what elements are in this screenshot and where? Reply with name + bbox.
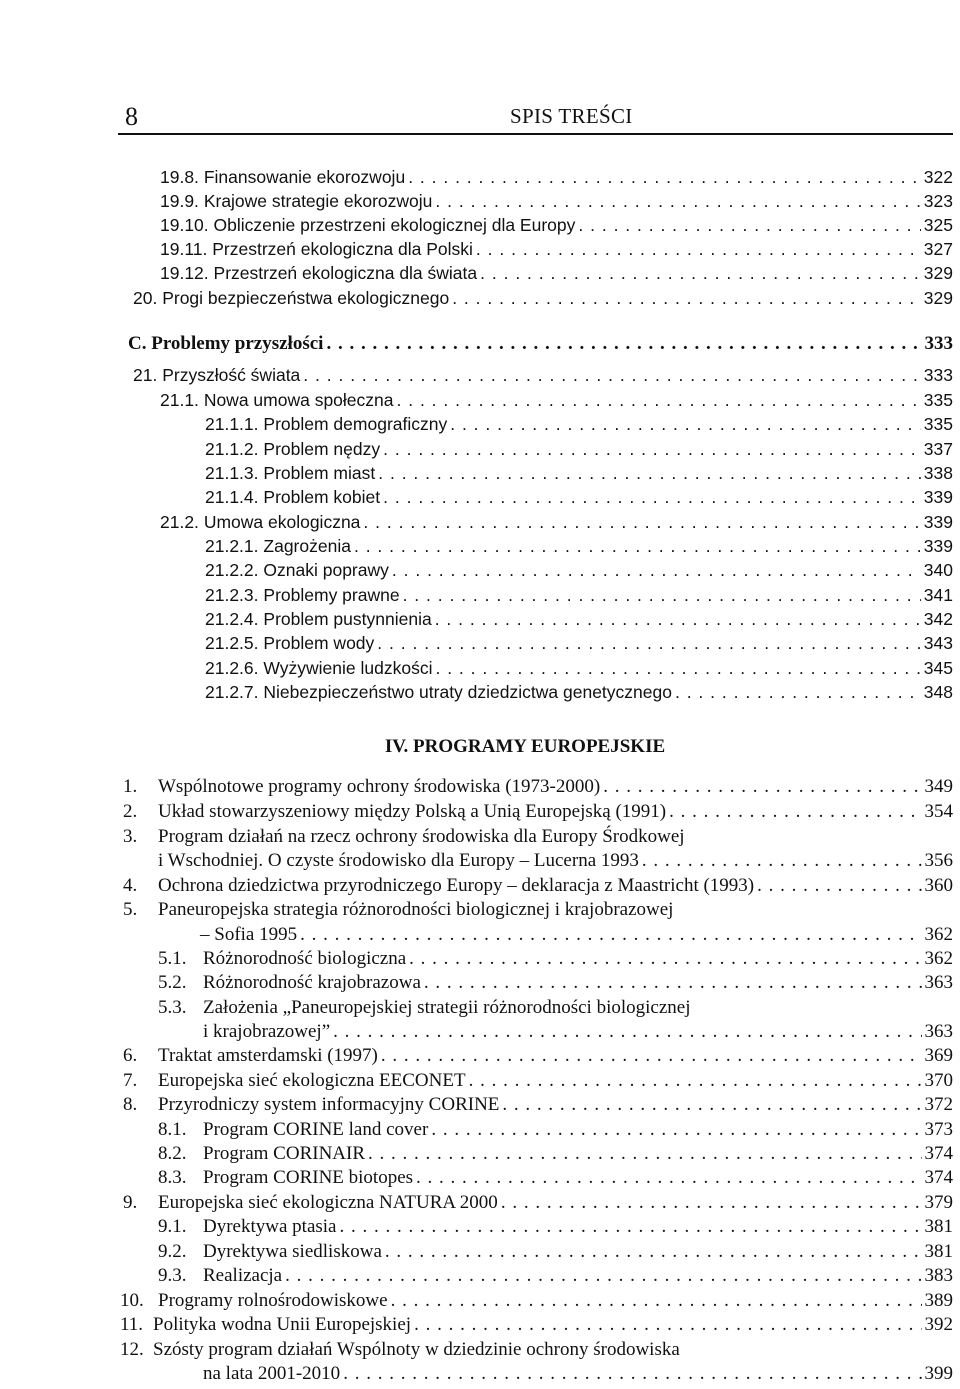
toc-entry-number: 1. <box>123 776 138 797</box>
dot-leader <box>392 560 921 581</box>
toc-entry-title: Program CORINAIR <box>203 1143 366 1164</box>
toc-entry <box>205 609 953 635</box>
toc-entry-title: Progi bezpieczeństwa ekologicznego <box>162 288 450 308</box>
toc-entry-page: 349 <box>924 776 953 797</box>
toc-entry-label <box>205 585 400 606</box>
toc-entry-title: Problem kobiet <box>263 487 381 507</box>
toc-entry-number: 19.8. <box>160 167 199 187</box>
toc-entry-number: 21.2.2. <box>205 560 259 580</box>
toc-entry-page: 362 <box>924 948 953 969</box>
toc-entry-label <box>160 215 575 236</box>
dot-leader <box>416 1167 921 1189</box>
toc-entry-page: 341 <box>923 585 953 605</box>
toc-entry-number: 21.2. <box>160 512 199 532</box>
toc-entry <box>158 776 953 802</box>
dot-leader <box>408 167 921 188</box>
toc-entry-title: Program CORINE biotopes <box>203 1167 414 1188</box>
dot-leader <box>368 1143 921 1165</box>
toc-entry-title: Obliczenie przestrzeni ekologicznej dla Europy <box>213 215 576 235</box>
toc-entry-page: 374 <box>924 1167 953 1188</box>
dot-leader <box>326 333 921 355</box>
toc-entry-title: Europejska sieć ekologiczna NATURA 2000 <box>158 1192 498 1213</box>
toc-entry-page: 343 <box>923 633 953 653</box>
toc-entry-page: 379 <box>924 1192 953 1213</box>
dot-leader <box>578 215 920 236</box>
dot-leader <box>354 536 921 557</box>
dot-leader <box>452 288 921 309</box>
toc-entry-number: 8.2. <box>158 1143 187 1164</box>
toc-entry-label <box>205 609 432 630</box>
toc-entry-title: Polityka wodna Unii Europejskiej <box>153 1314 412 1335</box>
toc-entry-label <box>160 512 360 533</box>
toc-entry <box>158 1290 953 1316</box>
dot-leader <box>385 1241 922 1263</box>
toc-entry-page: 356 <box>924 850 953 871</box>
toc-entry-number: 7. <box>123 1070 138 1091</box>
toc-entry-title: Paneuropejska strategia różnorodności biologicznej i krajobrazowej <box>158 899 674 920</box>
toc-entry-title: Przestrzeń ekologiczna dla Polski <box>212 239 473 259</box>
toc-entry-page: 381 <box>924 1241 953 1262</box>
toc-entry-number: 2. <box>123 801 138 822</box>
toc-entry-number: 10. <box>120 1290 144 1311</box>
toc-entry-title: Realizacja <box>203 1265 283 1286</box>
dot-leader <box>431 1119 921 1141</box>
section-heading: IV. PROGRAMY EUROPEJSKIE <box>384 736 666 757</box>
toc-entry-number: 9.3. <box>158 1265 187 1286</box>
toc-entry <box>158 801 953 827</box>
toc-entry <box>203 1119 953 1145</box>
toc-entry <box>158 899 953 925</box>
toc-entry <box>203 1241 953 1267</box>
toc-entry-page: 360 <box>924 875 953 896</box>
toc-entry-title: i Wschodniej. O czyste środowisko dla Europy – Lucerna 1993 <box>158 850 639 871</box>
dot-leader <box>363 512 920 533</box>
toc-entry-title: Programy rolnośrodowiskowe <box>158 1290 388 1311</box>
toc-entry-label <box>205 682 672 703</box>
toc-entry-number: 9.2. <box>158 1241 187 1262</box>
toc-entry <box>203 1363 953 1389</box>
dot-leader <box>377 633 921 654</box>
toc-entry <box>160 263 953 289</box>
toc-entry-page: 373 <box>924 1119 953 1140</box>
toc-entry-number: 21.1.1. <box>205 414 259 434</box>
dot-leader <box>450 414 921 435</box>
dot-leader <box>480 263 921 284</box>
toc-entry-title: Europejska sieć ekologiczna EECONET <box>158 1070 466 1091</box>
toc-entry <box>128 333 953 359</box>
toc-entry-title: Problem nędzy <box>263 439 381 459</box>
dot-leader <box>642 850 922 872</box>
dot-leader <box>378 463 921 484</box>
toc-entry-title: Wspólnotowe programy ochrony środowiska (1973-2000) <box>158 776 601 797</box>
toc-entry-title: Problemy przyszłości <box>151 333 324 354</box>
dot-leader <box>435 609 921 630</box>
toc-entry-number: 21.2.7. <box>205 682 259 702</box>
toc-entry-page: 369 <box>924 1045 953 1066</box>
toc-entry-number: 8.3. <box>158 1167 187 1188</box>
toc-entry-number: 4. <box>123 875 138 896</box>
toc-entry-page: 389 <box>924 1290 953 1311</box>
toc-entry-page: 323 <box>923 191 953 211</box>
toc-entry-number: 3. <box>123 826 138 847</box>
toc-entry-label <box>205 633 374 654</box>
toc-entry-page: 354 <box>924 801 953 822</box>
toc-entry-label <box>205 439 380 460</box>
toc-entry-title: Układ stowarzyszeniowy między Polską a Unią Europejską (1991) <box>158 801 667 822</box>
toc-entry-title: Przyszłość świata <box>162 365 301 385</box>
toc-entry-number: 21. <box>133 365 158 385</box>
toc-entry-title: Problem wody <box>263 633 375 653</box>
toc-entry <box>203 1216 953 1242</box>
toc-entry-page: 329 <box>923 288 953 308</box>
toc-entry <box>200 924 953 950</box>
header-rule <box>118 133 953 135</box>
toc-entry-title: na lata 2001-2010 <box>203 1363 341 1384</box>
toc-entry <box>160 167 953 193</box>
toc-entry <box>160 390 953 416</box>
toc-entry-number: 9.1. <box>158 1216 187 1237</box>
toc-entry-number: 21.1.2. <box>205 439 259 459</box>
dot-leader <box>303 365 921 386</box>
toc-entry-number: 21.1.4. <box>205 487 259 507</box>
toc-entry-page: 342 <box>923 609 953 629</box>
dot-leader <box>502 1094 921 1116</box>
toc-entry-label <box>205 463 375 484</box>
dot-leader <box>501 1192 922 1214</box>
toc-entry-number: 21.2.6. <box>205 658 259 678</box>
toc-entry-title: Traktat amsterdamski (1997) <box>158 1045 378 1066</box>
toc-entry-title: Szósty program działań Wspólnoty w dziedzinie ochrony środowiska <box>153 1339 680 1360</box>
toc-entry-title: Umowa ekologiczna <box>203 512 361 532</box>
toc-entry <box>205 536 953 562</box>
toc-entry-number: 20. <box>133 288 158 308</box>
toc-entry-number: 5.1. <box>158 948 187 969</box>
toc-entry-number: 21.2.5. <box>205 633 259 653</box>
toc-entry <box>205 439 953 465</box>
toc-entry <box>205 682 953 708</box>
dot-leader <box>414 1314 921 1336</box>
toc-entry-label <box>160 263 477 284</box>
toc-entry-title: Program CORINE land cover <box>203 1119 429 1140</box>
page-title: SPIS TREŚCI <box>510 104 633 128</box>
toc-entry-page: 399 <box>924 1363 953 1384</box>
toc-entry <box>205 585 953 611</box>
toc-entry <box>203 997 953 1023</box>
toc-entry-title: Nowa umowa społeczna <box>203 390 394 410</box>
toc-entry <box>153 1314 953 1340</box>
toc-entry <box>203 972 953 998</box>
toc-entry <box>205 658 953 684</box>
toc-entry-title: Dyrektywa siedliskowa <box>203 1241 382 1262</box>
toc-entry-title: Ochrona dziedzictwa przyrodniczego Europy – deklaracja z Maastricht (1993) <box>158 875 755 896</box>
toc-entry-page: 381 <box>924 1216 953 1237</box>
toc-entry <box>203 1167 953 1193</box>
dot-leader <box>476 239 921 260</box>
toc-entry-number: 21.2.4. <box>205 609 259 629</box>
toc-entry-label <box>205 487 380 508</box>
dot-leader <box>383 487 921 508</box>
toc-entry <box>205 633 953 659</box>
toc-entry-title: Problem pustynnienia <box>263 609 432 629</box>
toc-entry-title: Niebezpieczeństwo utraty dziedzictwa genetycznego <box>263 682 672 702</box>
toc-entry-page: 340 <box>923 560 953 580</box>
toc-entry-page: 322 <box>923 167 953 187</box>
toc-entry-page: 335 <box>923 390 953 410</box>
dot-leader <box>403 585 921 606</box>
dot-leader <box>333 1021 921 1043</box>
toc-entry <box>203 1143 953 1169</box>
toc-entry <box>205 487 953 513</box>
toc-entry-number: 5.3. <box>158 997 187 1018</box>
toc-entry-label <box>160 239 473 260</box>
dot-leader <box>300 924 921 946</box>
dot-leader <box>381 1045 922 1067</box>
toc-entry-page: 383 <box>924 1265 953 1286</box>
toc-entry-label <box>205 414 447 435</box>
toc-entry-label <box>160 390 394 411</box>
toc-entry-label <box>128 333 323 355</box>
toc-entry-title: Zagrożenia <box>263 536 351 556</box>
toc-entry <box>160 215 953 241</box>
toc-entry <box>203 1021 953 1047</box>
toc-entry-label <box>133 365 300 386</box>
toc-entry-label <box>133 288 449 309</box>
dot-leader <box>409 948 921 970</box>
dot-leader <box>424 972 922 994</box>
toc-entry <box>133 365 953 391</box>
toc-entry-title: Problem miast <box>263 463 376 483</box>
dot-leader <box>339 1216 921 1238</box>
toc-entry-label <box>160 167 405 188</box>
toc-entry <box>158 1070 953 1096</box>
toc-entry-number: 19.11. <box>160 239 208 259</box>
toc-entry-title: Wyżywienie ludzkości <box>263 658 433 678</box>
toc-entry-page: 325 <box>923 215 953 235</box>
toc-entry-page: 327 <box>923 239 953 259</box>
toc-entry <box>160 239 953 265</box>
toc-entry-number: 21.1.3. <box>205 463 259 483</box>
toc-entry-title: Problem demograficzny <box>263 414 448 434</box>
toc-entry-number: 8.1. <box>158 1119 187 1140</box>
toc-entry-title: Dyrektywa ptasia <box>203 1216 337 1237</box>
toc-entry-page: 333 <box>924 333 953 354</box>
toc-entry-number: 21.2.3. <box>205 585 259 605</box>
dot-leader <box>675 682 921 703</box>
toc-entry-page: 337 <box>923 439 953 459</box>
toc-entry-number: 21.2.1. <box>205 536 259 556</box>
toc-entry-label <box>205 658 432 679</box>
toc-entry-page: 339 <box>923 487 953 507</box>
dot-leader <box>669 801 921 823</box>
page-number: 8 <box>125 102 138 131</box>
toc-entry-title: Założenia „Paneuropejskiej strategii różnorodności biologicznej <box>203 997 691 1018</box>
toc-entry-page: 374 <box>924 1143 953 1164</box>
dot-leader <box>435 658 920 679</box>
toc-entry-title: Problemy prawne <box>263 585 400 605</box>
toc-entry <box>203 948 953 974</box>
dot-leader <box>383 439 921 460</box>
toc-entry <box>203 1265 953 1291</box>
toc-entry-label <box>205 560 389 581</box>
toc-entry-title: Oznaki poprawy <box>263 560 389 580</box>
toc-entry-title: Finansowanie ekorozwoju <box>203 167 406 187</box>
toc-entry-page: 339 <box>923 536 953 556</box>
dot-leader <box>397 390 921 411</box>
toc-entry-title: i krajobrazowej” <box>203 1021 331 1042</box>
toc-entry-page: 329 <box>923 263 953 283</box>
toc-entry-label <box>160 191 432 212</box>
toc-entry <box>158 826 953 852</box>
toc-entry <box>133 288 953 314</box>
toc-entry-title: Krajowe strategie ekorozwoju <box>203 191 433 211</box>
toc-entry <box>153 1339 953 1365</box>
toc-entry-number: 8. <box>123 1094 138 1115</box>
dot-leader <box>469 1070 922 1092</box>
dot-leader <box>285 1265 921 1287</box>
toc-entry-page: 363 <box>924 1021 953 1042</box>
toc-entry-number: 19.12. <box>160 263 209 283</box>
toc-entry-page: 363 <box>924 972 953 993</box>
dot-leader <box>391 1290 922 1312</box>
toc-entry <box>158 1045 953 1071</box>
toc-entry-page: 335 <box>923 414 953 434</box>
dot-leader <box>343 1363 921 1385</box>
toc-entry-page: 339 <box>923 512 953 532</box>
toc-entry-title: Różnorodność biologiczna <box>203 948 407 969</box>
toc-entry <box>205 560 953 586</box>
toc-entry <box>158 875 953 901</box>
toc-entry-number: 11. <box>120 1314 144 1335</box>
dot-leader <box>435 191 920 212</box>
toc-entry-label <box>205 536 351 557</box>
toc-entry-number: 19.10. <box>160 215 209 235</box>
toc-entry-number: 19.9. <box>160 191 199 211</box>
toc-entry-number: 6. <box>123 1045 138 1066</box>
toc-entry-number: 5.2. <box>158 972 187 993</box>
toc-entry-page: 370 <box>924 1070 953 1091</box>
toc-entry-title: Przestrzeń ekologiczna dla świata <box>213 263 478 283</box>
toc-entry-title: Różnorodność krajobrazowa <box>203 972 421 993</box>
toc-entry <box>158 850 953 876</box>
toc-entry-page: 338 <box>923 463 953 483</box>
toc-entry-number: 9. <box>123 1192 138 1213</box>
toc-entry-title: Program działań na rzecz ochrony środowiska dla Europy Środkowej <box>158 826 685 847</box>
toc-entry-number: 5. <box>123 899 138 920</box>
dot-leader <box>603 776 921 798</box>
toc-entry <box>158 1192 953 1218</box>
toc-entry <box>160 191 953 217</box>
toc-entry-page: 333 <box>923 365 953 385</box>
toc-entry-page: 372 <box>924 1094 953 1115</box>
toc-entry-title: – Sofia 1995 <box>200 924 298 945</box>
toc-entry-page: 345 <box>923 658 953 678</box>
toc-entry-number: 21.1. <box>160 390 199 410</box>
toc-entry <box>160 512 953 538</box>
toc-entry <box>158 1094 953 1120</box>
toc-entry-page: 392 <box>924 1314 953 1335</box>
toc-entry-title: Przyrodniczy system informacyjny CORINE <box>158 1094 500 1115</box>
toc-entry <box>205 463 953 489</box>
toc-entry-page: 348 <box>923 682 953 702</box>
toc-entry-number: C. <box>128 333 147 354</box>
toc-entry-number: 12. <box>120 1339 144 1360</box>
toc-entry <box>205 414 953 440</box>
toc-entry-page: 362 <box>924 924 953 945</box>
dot-leader <box>757 875 921 897</box>
